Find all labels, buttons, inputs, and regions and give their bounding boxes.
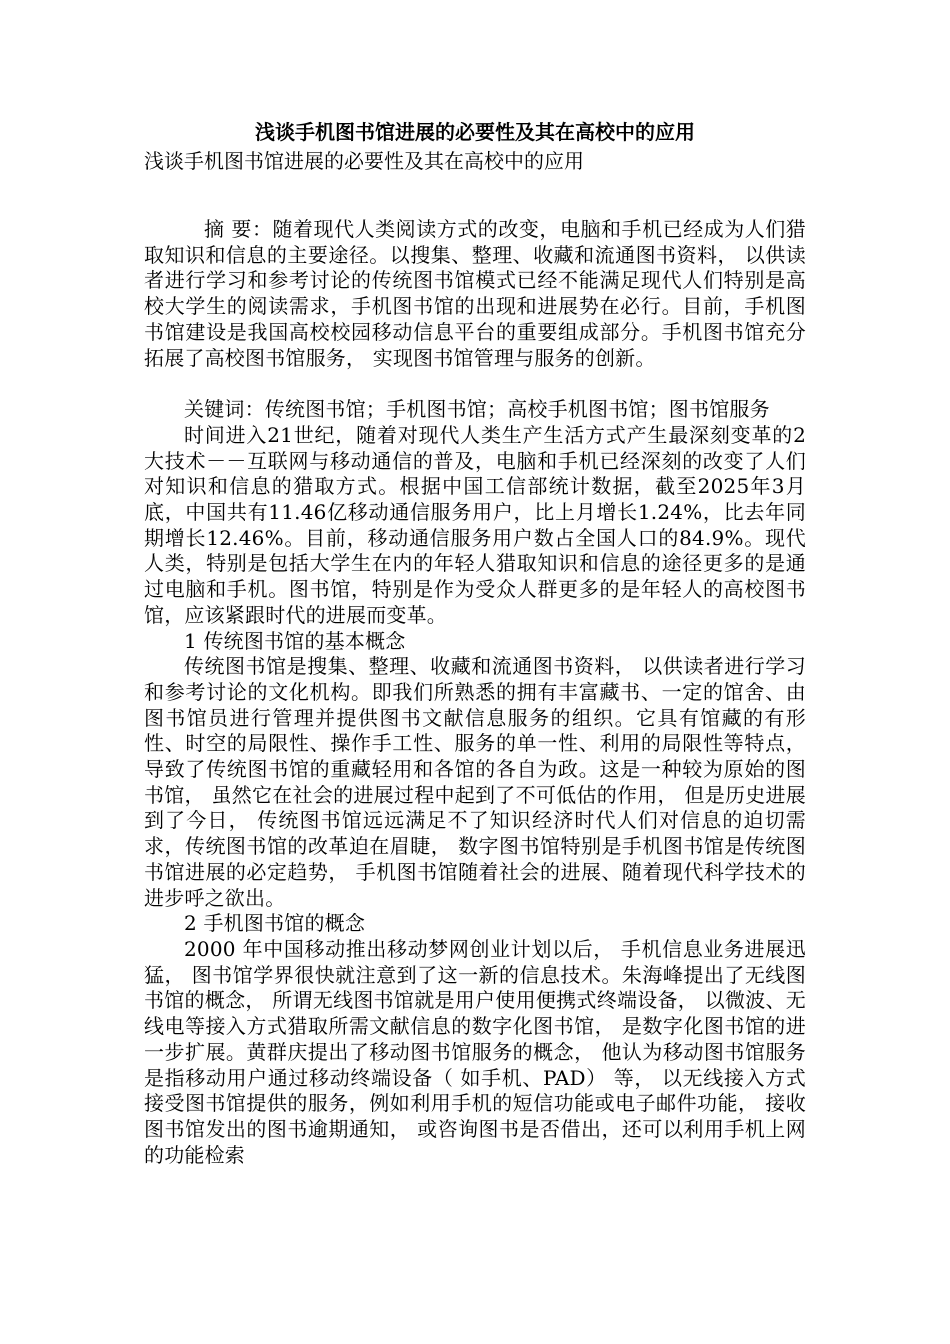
section-2-heading: 2 手机图书馆的概念 (184, 911, 366, 936)
keywords-paragraph: 关键词：传统图书馆；手机图书馆；高校手机图书馆；图书馆服务 (184, 397, 770, 422)
section-1-paragraph: 传统图书馆是搜集、整理、收藏和流通图书资料， 以供读者进行学习和参考讨论的文化机构。即我们所熟悉的拥有丰富藏书、一定的馆舍、由图书馆员进行管理并提供图书文献信息服务的组织。它具有馆藏的有形性、时空的局限性、操作手工性、服务的单一性、利用的局限性等特点， 导致了传统图书馆的重藏轻用和各馆的各自为政。这是一种较为原始的图书馆， 虽然它在社会的进展过程中起到了不可低估的作用， 但是历史进展到了今日， 传统图书馆远远满足不了知识经济时代人们对信息的迫切需求，传统图书馆的改革迫在眉睫， 数字图书馆特别是手机图书馆是传统图书馆进展的必定趋势， 手机图书馆随着社会的进展、随着现代科学技术的进步呼之欲出。 (144, 654, 806, 910)
abstract-paragraph: 摘 要：随着现代人类阅读方式的改变，电脑和手机已经成为人们猎取知识和信息的主要途径。以搜集、整理、收藏和流通图书资料， 以供读者进行学习和参考讨论的传统图书馆模式已经不能满足现代人们特别是高校大学生的阅读需求，手机图书馆的出现和进展势在必行。目前，手机图书馆建设是我国高校校园移动信息平台的重要组成部分。手机图书馆充分拓展了高校图书馆服务， 实现图书馆管理与服务的创新。 (144, 217, 806, 370)
section-2-paragraph: 2000 年中国移动推出移动梦网创业计划以后， 手机信息业务进展迅猛， 图书馆学界很快就注意到了这一新的信息技术。朱海峰提出了无线图书馆的概念， 所谓无线图书馆就是用户使用便携式终端设备， 以微波、无线电等接入方式猎取所需文献信息的数字化图书馆， 是数字化图书馆的进一步扩展。黄群庆提出了移动图书馆服务的概念， 他认为移动图书馆服务是指移动用户通过移动终端设备（ 如手机、PAD） 等， 以无线接入方式接受图书馆提供的服务，例如利用手机的短信功能或电子邮件功能， 接收图书馆发出的图书逾期通知， 或咨询图书是否借出，还可以利用手机上网的功能检索 (144, 936, 806, 1167)
section-1-heading: 1 传统图书馆的基本概念 (184, 628, 406, 653)
document-subtitle: 浅谈手机图书馆进展的必要性及其在高校中的应用 (144, 149, 584, 173)
document-title: 浅谈手机图书馆进展的必要性及其在高校中的应用 (255, 120, 695, 144)
document-page (144, 117, 806, 1168)
intro-paragraph: 时间进入21世纪，随着对现代人类生产生活方式产生最深刻变革的2大技术－－互联网与移动通信的普及，电脑和手机已经深刻的改变了人们对知识和信息的猎取方式。根据中国工信部统计数据，截至2025年3月底，中国共有11.46亿移动通信服务用户，比上月增长1.24%，比去年同期增长12.46%。目前，移动通信服务用户数占全国人口的84.9%。现代人类，特别是包括大学生在内的年轻人猎取知识和信息的途径更多的是通过电脑和手机。图书馆，特别是作为受众人群更多的是年轻人的高校图书馆，应该紧跟时代的进展而变革。 (144, 422, 806, 627)
